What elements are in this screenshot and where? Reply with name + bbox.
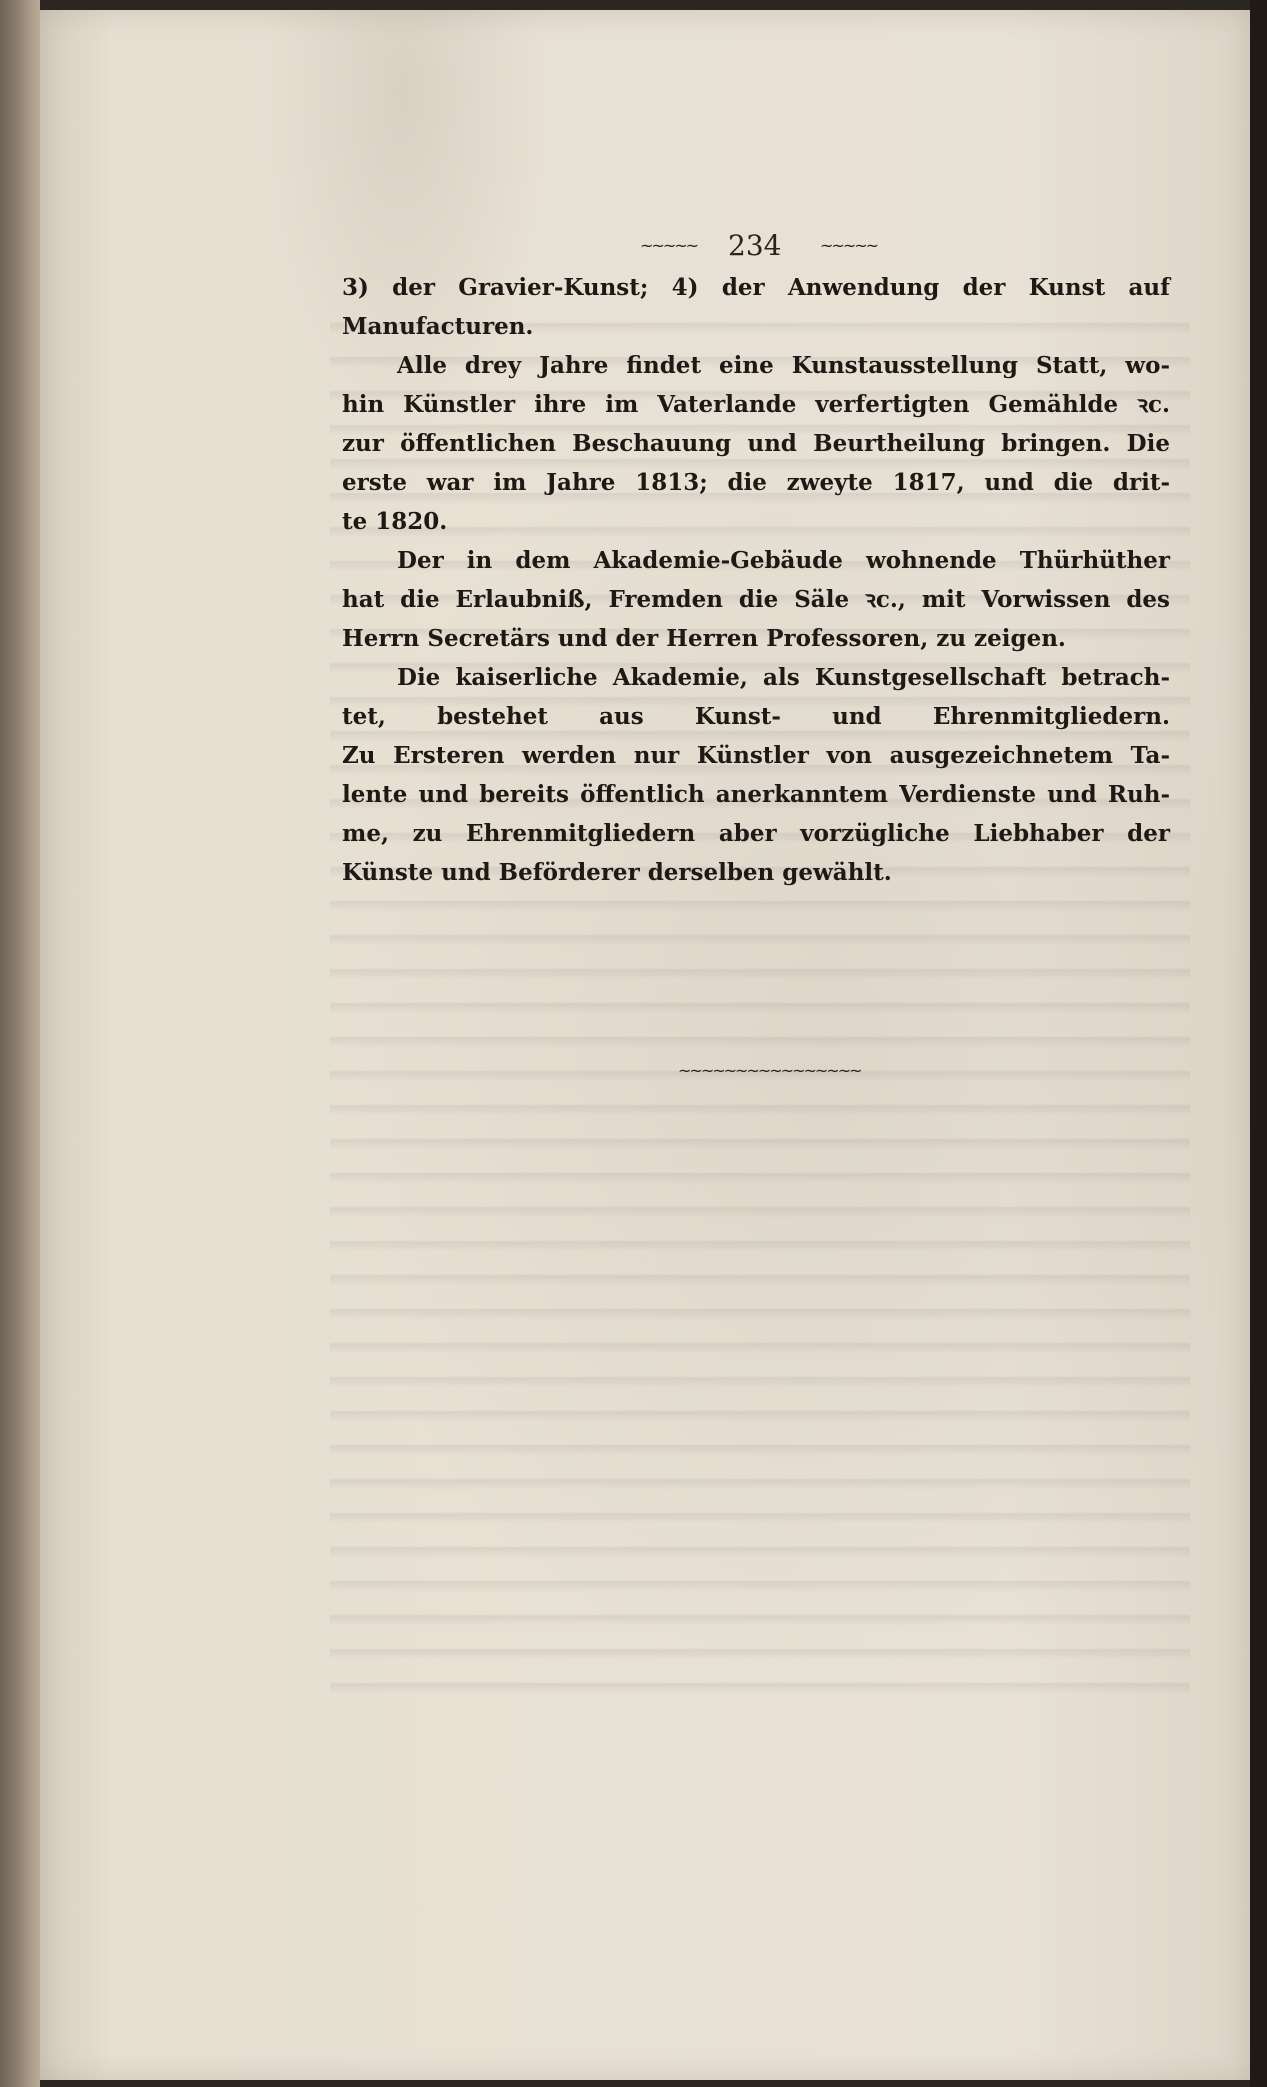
paragraph-3 — [342, 541, 1170, 658]
text-line: Die kaiserliche Akademie, als Kunstgesellschaft betrach- — [397, 664, 1170, 691]
text-line: Alle drey Jahre findet eine Kunstausstellung Statt, wo- — [397, 352, 1170, 379]
page-number: 234 — [728, 229, 782, 262]
text-line: Herrn Secretärs und der Herren Professoren, zu zeigen. — [342, 625, 1066, 652]
text-line: hin Künstler ihre im Vaterlande verfertigten Gemählde ꝛc. — [342, 391, 1170, 418]
section-divider-ornament: ~~~~~~~~~~~~~~~~ — [678, 1061, 861, 1080]
body-text — [342, 268, 1170, 892]
text-line: Manufacturen. — [342, 313, 534, 340]
paragraph-4 — [342, 658, 1170, 892]
text-line: lente und bereits öffentlich anerkanntem Verdienste und Ruh- — [342, 781, 1170, 808]
text-line: me, zu Ehrenmitgliedern aber vorzügliche Liebhaber der — [342, 820, 1170, 847]
paragraph-1 — [342, 268, 1170, 346]
text-line: Zu Ersteren werden nur Künstler von ausgezeichnetem Ta- — [342, 742, 1170, 769]
text-line: 3) der Gravier-Kunst; 4) der Anwendung der Kunst auf — [342, 274, 1170, 301]
scan-border-right — [1250, 0, 1267, 2087]
book-spine-edge — [0, 0, 40, 2087]
running-header — [640, 228, 880, 268]
text-line: tet, bestehet aus Kunst- und Ehrenmitgliedern. — [342, 703, 1170, 730]
header-ornament-right: ~~~~~ — [820, 236, 878, 255]
paragraph-2 — [342, 346, 1170, 541]
text-line: zur öffentlichen Beschauung und Beurtheilung bringen. Die — [342, 430, 1170, 457]
text-line: hat die Erlaubniß, Fremden die Säle ꝛc., mit Vorwissen des — [342, 586, 1170, 613]
header-ornament-left: ~~~~~ — [640, 236, 698, 255]
text-line: te 1820. — [342, 508, 448, 535]
text-line: Der in dem Akademie-Gebäude wohnende Thürhüther — [397, 547, 1170, 574]
text-line: erste war im Jahre 1813; die zweyte 1817, und die drit- — [342, 469, 1170, 496]
text-line: Künste und Beförderer derselben gewählt. — [342, 859, 892, 886]
